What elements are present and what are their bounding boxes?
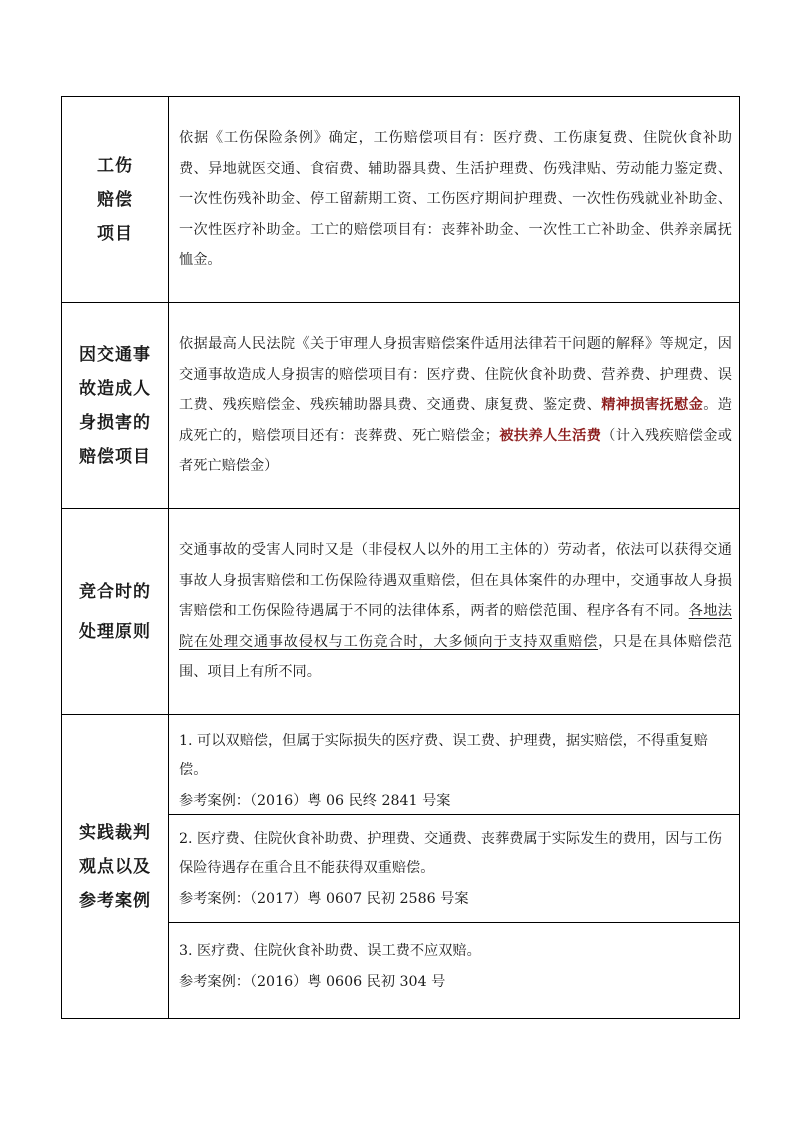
highlight-dependent-living: 被扶养人生活费 — [498, 427, 602, 444]
underlined-principle: 各地法院在处理交通事故侵权与工伤竞合时，大多倾向于支持双重赔偿 — [179, 603, 732, 650]
heading-line: 实践裁判 — [79, 822, 151, 843]
case-reference: 参考案例：（2017）粤 0607 民初 2586 号案 — [179, 891, 469, 907]
heading-line: 因交通事 — [79, 344, 151, 365]
heading-line: 身损害的 — [79, 412, 151, 433]
row-body-cases — [169, 715, 740, 1019]
principle-text-a: 交通事故的受害人同时又是（非侵权人以外的用工主体的）劳动者，依法可以获得交通事故人身损害赔偿和工伤保险待遇双重赔偿，但在具体案件的办理中，交通事故人身损害赔偿和工伤保险待遇属于不同的法律体系，两者的赔偿范围、程序各有不同。 — [179, 542, 732, 620]
case-reference: 参考案例：（2016）粤 0606 民初 304 号 — [179, 974, 446, 990]
traffic-text-c: （计入残疾赔偿金或者死亡赔偿金） — [179, 427, 732, 475]
heading-line: 参考案例 — [79, 890, 151, 911]
row-heading-cases — [62, 715, 169, 1019]
case-reference: 参考案例：（2016）粤 06 民终 2841 号案 — [179, 793, 451, 809]
heading-line: 赔偿项目 — [79, 446, 151, 467]
heading-line: 观点以及 — [79, 856, 151, 877]
case-view: 1. 可以双赔偿，但属于实际损失的医疗费、误工费、护理费，据实赔偿，不得重复赔偿。 — [179, 733, 708, 778]
heading-line: 赔偿 — [97, 189, 133, 210]
row-heading-work-injury — [62, 97, 169, 303]
table-row — [62, 303, 740, 509]
row-body-principle — [169, 509, 740, 715]
case-view: 3. 医疗费、住院伙食补助费、误工费不应双赔。 — [179, 943, 481, 959]
table-row — [62, 509, 740, 715]
principle-text-b: ，只是在具体赔偿范围、项目上有所不同。 — [179, 633, 732, 681]
row-heading-principle — [62, 509, 169, 715]
work-injury-text: 依据《工伤保险条例》确定，工伤赔偿项目有：医疗费、工伤康复费、住院伙食补助费、异地就医交通、食宿费、辅助器具费、生活护理费、伤残津贴、劳动能力鉴定费、一次性伤残补助金、停工留薪期工资、工伤医疗期间护理费、一次性伤残就业补助金、一次性医疗补助金。工亡的赔偿项目有：丧葬补助金、一次性工亡补助金、供养亲属抚恤金。 — [179, 130, 732, 269]
highlight-mental-damage: 精神损害抚慰金 — [601, 397, 704, 414]
heading-line: 项目 — [97, 223, 133, 244]
case-item — [169, 715, 739, 814]
row-body-work-injury — [169, 97, 740, 303]
case-item — [169, 922, 739, 1003]
table-row — [62, 715, 740, 1019]
heading-line: 故造成人 — [79, 378, 151, 399]
row-heading-traffic — [62, 303, 169, 509]
heading-line: 竞合时的 — [79, 581, 151, 602]
heading-line: 工伤 — [97, 155, 133, 176]
case-view: 2. 医疗费、住院伙食补助费、护理费、交通费、丧葬费属于实际发生的费用，因与工伤保险待遇存在重合且不能获得双重赔偿。 — [179, 831, 722, 876]
row-body-traffic — [169, 303, 740, 509]
table-row — [62, 97, 740, 303]
compensation-table — [61, 96, 740, 1019]
traffic-text-a: 依据最高人民法院《关于审理人身损害赔偿案件适用法律若干问题的解释》等规定，因交通事故造成人身损害的赔偿项目有：医疗费、住院伙食补助费、营养费、护理费、误工费、残疾赔偿金、残疾辅助器具费、交通费、康复费、鉴定费、 — [179, 336, 732, 414]
traffic-text-b: 。造成死亡的，赔偿项目还有：丧葬费、死亡赔偿金； — [179, 397, 732, 444]
case-item — [169, 814, 739, 922]
heading-line: 处理原则 — [79, 621, 151, 642]
